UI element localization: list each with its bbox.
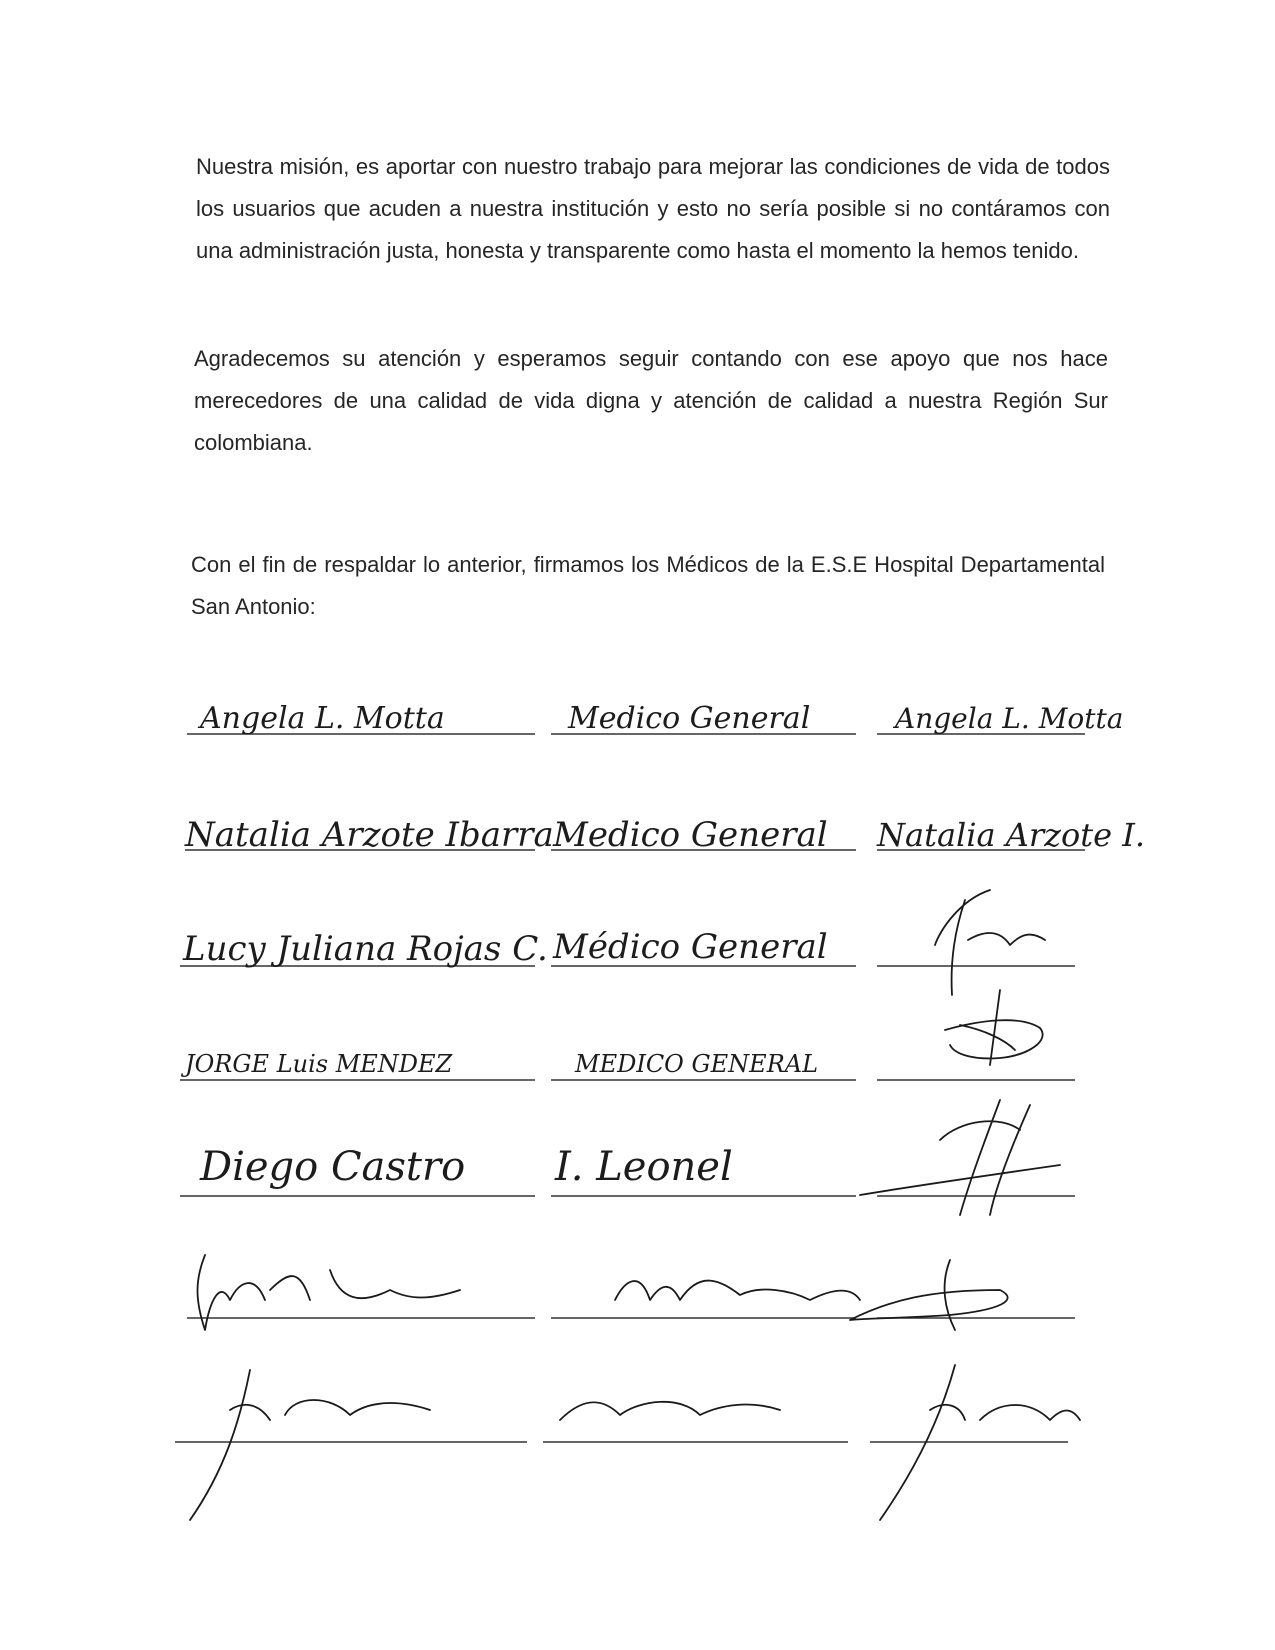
- signature-mark: [860, 1100, 1060, 1215]
- mission-paragraph: Nuestra misión, es aportar con nuestro trabajo para mejorar las condiciones de vida de todos los usuarios que acuden a nuestra institución y esto no sería posible si no contáramos con una administración justa, honesta y transparente como hasta el momento la hemos tenido.: [196, 154, 1110, 263]
- endorsement-paragraph: Con el fin de respaldar lo anterior, firmamos los Médicos de la E.S.E Hospital Departamental San Antonio:: [191, 552, 1105, 619]
- signer-name: JORGE Luis MENDEZ: [185, 1050, 453, 1078]
- signature-row: [180, 990, 1075, 1080]
- signature-mark: [945, 990, 1043, 1065]
- signer-role: Medico General: [568, 701, 811, 736]
- signature-mark: Natalia Arzote I.: [877, 816, 1146, 854]
- signer-role: MEDICO GENERAL: [575, 1050, 819, 1078]
- signer-role-handwritten: [615, 1281, 860, 1300]
- signature-row: [175, 1365, 1080, 1520]
- signature-mark: [935, 890, 1045, 995]
- signature-row: [184, 815, 1145, 855]
- signer-name: Diego Castro: [200, 1144, 466, 1190]
- signature-row: [187, 1255, 1075, 1330]
- signature-mark: [850, 1260, 1008, 1330]
- signer-name-handwritten: [198, 1255, 461, 1330]
- thanks-paragraph: Agradecemos su atención y esperamos seguir contando con ese apoyo que nos hace merecedores de una calidad de vida digna y atención de calidad a nuestra Región Sur colombiana.: [194, 346, 1108, 455]
- signer-role-handwritten: [560, 1402, 780, 1420]
- signature-row: [180, 890, 1075, 995]
- signer-name: Angela L. Motta: [200, 701, 445, 736]
- signer-role: Medico General: [553, 815, 828, 855]
- signature-mark: Angela L. Motta: [895, 702, 1124, 735]
- signer-name: Natalia Arzote Ibarra: [185, 815, 554, 855]
- signature-row: [187, 701, 1123, 736]
- signer-name: Lucy Juliana Rojas C.: [183, 929, 548, 969]
- signature-row: [180, 1100, 1075, 1215]
- signer-role: Médico General: [553, 927, 828, 967]
- signer-name-handwritten: [190, 1370, 430, 1520]
- signer-role: I. Leonel: [555, 1144, 733, 1190]
